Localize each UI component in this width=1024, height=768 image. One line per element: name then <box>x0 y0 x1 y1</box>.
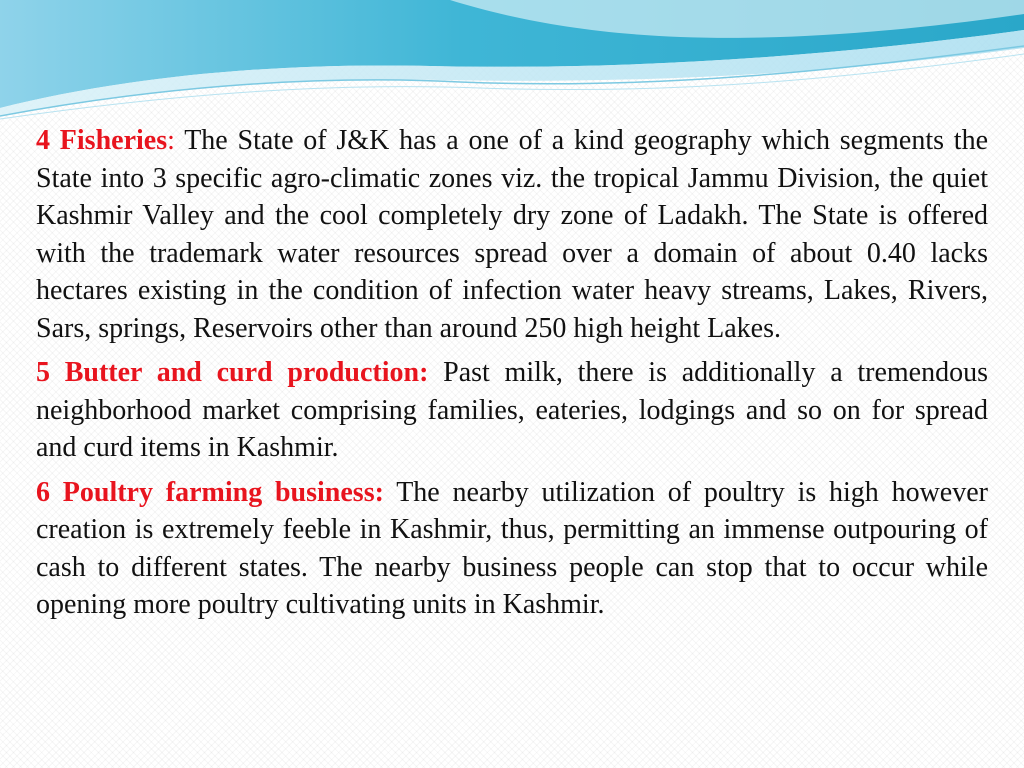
paragraph-poultry <box>36 474 988 624</box>
fisheries-text: The State of J&K has a one of a kind geography which segments the State into 3 specific agro-climatic zones viz. the tropical Jammu Division, the quiet Kashmir Valley and the cool completely dry zone of Ladakh. The State is offered with the trademark water resources spread over a domain of about 0.40 lacks hectares existing in the condition of infection water heavy streams, Lakes, Rivers, Sars, springs, Reservoirs other than around 250 high height Lakes. <box>36 125 988 344</box>
slide-body <box>36 122 988 631</box>
fisheries-heading-colon: : <box>167 125 175 156</box>
butter-curd-text: Past milk, there is additionally a tremendous neighborhood market comprising families, eateries, lodgings and so on for spread and curd items in Kashmir. <box>36 357 988 463</box>
fisheries-heading: 4 Fisheries <box>36 125 168 156</box>
poultry-text: The nearby utilization of poultry is high however creation is extremely feeble in Kashmir, thus, permitting an immense outpouring of cash to different states. The nearby business people can stop that to occur while opening more poultry cultivating units in Kashmir. <box>36 476 988 620</box>
paragraph-fisheries <box>36 122 988 347</box>
header-wave-decoration <box>0 0 1024 120</box>
paragraph-butter-curd <box>36 354 988 467</box>
butter-curd-heading: 5 Butter and curd production: <box>36 357 429 388</box>
poultry-heading: 6 Poultry farming business: <box>36 476 384 508</box>
